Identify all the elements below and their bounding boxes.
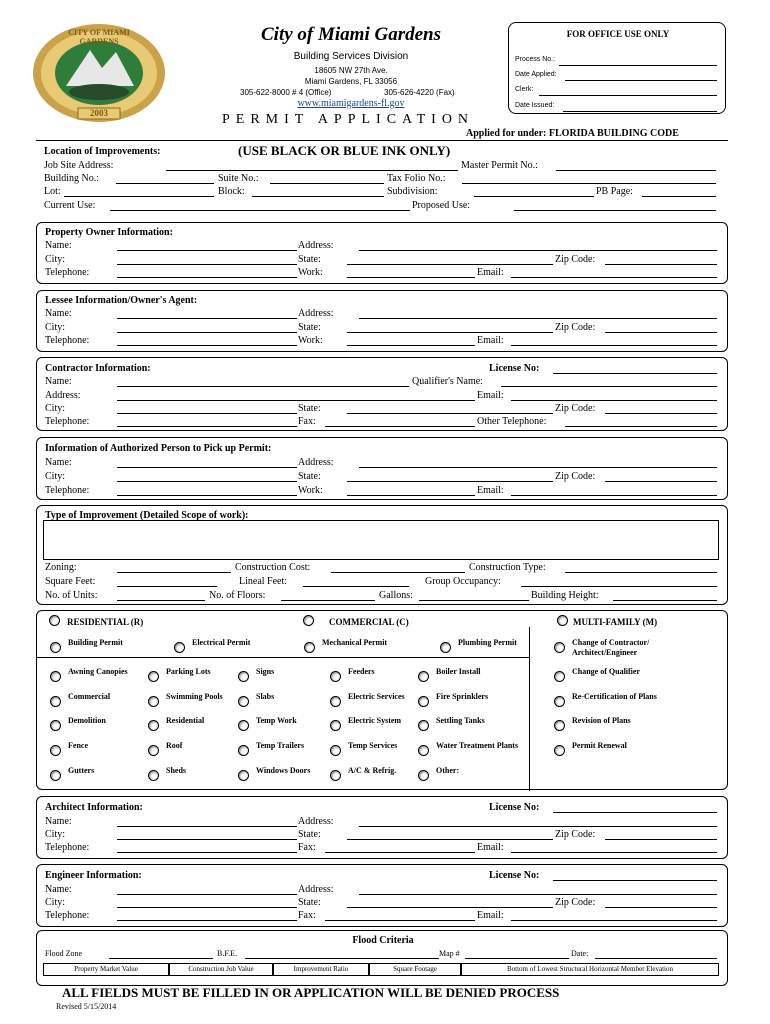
flood-col-improvement-ratio: Improvement Ratio <box>273 963 369 976</box>
lessee-city-label: City: <box>45 322 66 333</box>
boiler-install-label: Boiler Install <box>436 667 481 676</box>
fence-label: Fence <box>68 741 88 750</box>
pb-page-label: PB Page: <box>596 186 633 197</box>
construction-cost-field[interactable] <box>331 562 465 573</box>
contractor-state-label: State: <box>298 403 321 414</box>
change-of-qualifier-label: Change of Qualifier <box>572 667 640 676</box>
authorized-work-field[interactable] <box>347 485 475 496</box>
lineal-feet-label: Lineal Feet: <box>239 576 288 587</box>
commercial-label: Commercial <box>68 692 111 701</box>
architect-city-field[interactable] <box>117 829 297 840</box>
authorized-email-label: Email: <box>477 485 504 496</box>
flood-date-field[interactable] <box>595 949 717 959</box>
building-permit-radio[interactable] <box>50 642 61 653</box>
lot-field[interactable] <box>64 186 214 197</box>
lessee-name-field[interactable] <box>117 308 297 319</box>
contractor-telephone-field[interactable] <box>117 416 297 427</box>
awning-canopies-label: Awning Canopies <box>68 667 128 676</box>
gutters-label: Gutters <box>68 766 95 775</box>
engineer-title: Engineer Information: <box>45 870 142 881</box>
plumbing-permit-label: Plumbing Permit <box>458 638 517 647</box>
seal-top-text: CITY OF MIAMI GARDENS <box>68 28 130 46</box>
contractor-other-telephone-label: Other Telephone: <box>477 416 547 427</box>
bfe-field[interactable] <box>245 949 439 959</box>
contractor-address-label: Address: <box>45 390 81 401</box>
electric-services-radio[interactable] <box>330 696 341 707</box>
block-field[interactable] <box>252 186 384 197</box>
owner-telephone-field[interactable] <box>117 267 297 278</box>
gallons-label: Gallons: <box>379 590 413 601</box>
lessee-email-field[interactable] <box>511 335 717 346</box>
office-city: Miami Gardens, FL 33056 <box>304 77 398 86</box>
sheds-radio[interactable] <box>148 770 159 781</box>
clerk-label: Clerk: <box>515 86 534 93</box>
owner-telephone-label: Telephone: <box>45 267 90 278</box>
electric-services-label: Electric Services <box>348 692 405 701</box>
improvement-section <box>36 505 728 605</box>
electrical-permit-radio[interactable] <box>174 642 185 653</box>
tax-folio-field[interactable] <box>462 173 716 184</box>
contractor-state-field[interactable] <box>347 403 553 414</box>
authorized-address-label: Address: <box>298 457 334 468</box>
contractor-email-label: Email: <box>477 390 504 401</box>
zoning-field[interactable] <box>117 562 231 573</box>
authorized-state-field[interactable] <box>347 471 553 482</box>
proposed-use-field[interactable] <box>514 200 716 211</box>
contractor-zip-label: Zip Code: <box>555 403 596 414</box>
contractor-fax-field[interactable] <box>325 416 475 427</box>
temp-trailers-radio[interactable] <box>238 745 249 756</box>
authorized-section <box>36 437 728 500</box>
lessee-work-label: Work: <box>298 335 323 346</box>
revision-of-plans-label: Revision of Plans <box>572 716 631 725</box>
construction-type-label: Construction Type: <box>469 562 546 573</box>
current-use-label: Current Use: <box>44 200 96 211</box>
change-of-contractor-architect-engineer-radio[interactable] <box>554 642 565 653</box>
signs-radio[interactable] <box>238 671 249 682</box>
flood-col-job-value: Construction Job Value <box>169 963 273 976</box>
contractor-license-label: License No: <box>489 363 540 374</box>
gutters-radio[interactable] <box>50 770 61 781</box>
engineer-license-field[interactable] <box>553 870 717 881</box>
engineer-name-label: Name: <box>45 884 72 895</box>
date-applied-field[interactable] <box>565 70 717 81</box>
construction-type-field[interactable] <box>565 562 717 573</box>
lessee-state-field[interactable] <box>347 322 553 333</box>
seal-year: 2003 <box>90 108 108 118</box>
engineer-state-label: State: <box>298 897 321 908</box>
sheds-label: Sheds <box>166 766 187 775</box>
owner-state-label: State: <box>298 254 321 265</box>
a-c-refrig-radio[interactable] <box>330 770 341 781</box>
units-label: No. of Units: <box>45 590 98 601</box>
authorized-city-label: City: <box>45 471 66 482</box>
architect-name-label: Name: <box>45 816 72 827</box>
building-height-label: Building Height: <box>531 590 599 601</box>
architect-address-label: Address: <box>298 816 334 827</box>
architect-fax-label: Fax: <box>298 842 316 853</box>
architect-telephone-field[interactable] <box>117 842 297 853</box>
building-no-field[interactable] <box>116 173 214 184</box>
block-label: Block: <box>218 186 245 197</box>
current-use-field[interactable] <box>110 200 410 211</box>
applied-for: Applied for under: FLORIDA BUILDING CODE <box>466 128 679 139</box>
engineer-section <box>36 864 728 927</box>
owner-work-field[interactable] <box>347 267 475 278</box>
architect-name-field[interactable] <box>117 816 297 827</box>
architect-telephone-label: Telephone: <box>45 842 90 853</box>
contractor-license-field[interactable] <box>553 363 717 374</box>
engineer-city-label: City: <box>45 897 66 908</box>
authorized-name-label: Name: <box>45 457 72 468</box>
process-no-field[interactable] <box>559 55 717 66</box>
owner-state-field[interactable] <box>347 254 553 265</box>
multifamily-label: MULTI-FAMILY (M) <box>573 617 658 627</box>
boiler-install-radio[interactable] <box>418 671 429 682</box>
architect-section <box>36 796 728 859</box>
parking-lots-radio[interactable] <box>148 671 159 682</box>
suite-no-field[interactable] <box>270 173 384 184</box>
owner-title: Property Owner Information: <box>45 227 173 238</box>
gallons-field[interactable] <box>419 590 529 601</box>
lessee-name-label: Name: <box>45 308 72 319</box>
engineer-city-field[interactable] <box>117 897 297 908</box>
architect-city-label: City: <box>45 829 66 840</box>
permit-renewal-radio[interactable] <box>554 745 565 756</box>
owner-address-label: Address: <box>298 240 334 251</box>
subdivision-field[interactable] <box>474 186 594 197</box>
architect-email-label: Email: <box>477 842 504 853</box>
contractor-qualifier-field[interactable] <box>501 376 717 387</box>
residential-label: RESIDENTIAL (R) <box>67 617 144 627</box>
scope-of-work-input[interactable] <box>43 520 719 560</box>
permit-renewal-label: Permit Renewal <box>572 741 627 750</box>
master-permit-label: Master Permit No.: <box>461 160 538 171</box>
lessee-email-label: Email: <box>477 335 504 346</box>
engineer-address-label: Address: <box>298 884 334 895</box>
owner-name-label: Name: <box>45 240 72 251</box>
lessee-state-label: State: <box>298 322 321 333</box>
contractor-email-field[interactable] <box>511 390 717 401</box>
authorized-name-field[interactable] <box>117 457 297 468</box>
flood-col-square-footage: Square Footage <box>369 963 461 976</box>
authorized-zip-label: Zip Code: <box>555 471 596 482</box>
authorized-zip-field[interactable] <box>605 471 717 482</box>
owner-city-label: City: <box>45 254 66 265</box>
tax-folio-label: Tax Folio No.: <box>387 173 446 184</box>
electric-system-radio[interactable] <box>330 720 341 731</box>
swimming-pools-radio[interactable] <box>148 696 159 707</box>
architect-zip-field[interactable] <box>605 829 717 840</box>
engineer-email-label: Email: <box>477 910 504 921</box>
engineer-email-field[interactable] <box>511 910 717 921</box>
website-link[interactable]: www.miamigardens-fl.gov <box>297 98 405 109</box>
owner-email-label: Email: <box>477 267 504 278</box>
authorized-telephone-label: Telephone: <box>45 485 90 496</box>
contractor-fax-label: Fax: <box>298 416 316 427</box>
office-use-title: FOR OFFICE USE ONLY <box>566 29 670 39</box>
feeders-label: Feeders <box>348 667 375 676</box>
lessee-address-label: Address: <box>298 308 334 319</box>
a-c-refrig-label: A/C & Refrig. <box>348 766 397 775</box>
fence-radio[interactable] <box>50 745 61 756</box>
plumbing-permit-radio[interactable] <box>440 642 451 653</box>
contractor-qualifier-label: Qualifier's Name: <box>412 376 483 387</box>
commercial-radio[interactable] <box>50 696 61 707</box>
form-title: PERMIT APPLICATION <box>222 112 475 127</box>
lessee-work-field[interactable] <box>347 335 475 346</box>
date-applied-label: Date Applied: <box>515 71 557 78</box>
authorized-city-field[interactable] <box>117 471 297 482</box>
lessee-telephone-label: Telephone: <box>45 335 90 346</box>
re-certification-of-plans-radio[interactable] <box>554 696 565 707</box>
settling-tanks-label: Settling Tanks <box>436 716 485 725</box>
architect-state-label: State: <box>298 829 321 840</box>
job-site-field[interactable] <box>166 160 458 171</box>
parking-lots-label: Parking Lots <box>166 667 211 676</box>
authorized-title: Information of Authorized Person to Pick up Permit: <box>45 443 272 454</box>
flood-table-header <box>43 963 719 976</box>
temp-services-radio[interactable] <box>330 745 341 756</box>
footer-warning: ALL FIELDS MUST BE FILLED IN OR APPLICATION WILL BE DENIED PROCESS <box>62 985 560 1000</box>
units-field[interactable] <box>117 590 205 601</box>
temp-trailers-label: Temp Trailers <box>256 741 305 750</box>
owner-zip-field[interactable] <box>605 254 717 265</box>
city-seal <box>30 22 168 124</box>
authorized-state-label: State: <box>298 471 321 482</box>
bfe-label: B.F.E. <box>217 949 238 958</box>
contractor-zip-field[interactable] <box>605 403 717 414</box>
revised-date: Revised 5/15/2014 <box>56 1002 117 1011</box>
division: Building Services Division <box>293 51 409 62</box>
contractor-city-label: City: <box>45 403 66 414</box>
engineer-zip-field[interactable] <box>605 897 717 908</box>
group-occupancy-label: Group Occupancy: <box>425 576 501 587</box>
authorized-telephone-field[interactable] <box>117 485 297 496</box>
lessee-city-field[interactable] <box>117 322 297 333</box>
date-issued-label: Date Issued: <box>515 102 555 109</box>
flood-date-label: Date: <box>571 949 589 958</box>
header-rule <box>36 140 728 141</box>
engineer-fax-label: Fax: <box>298 910 316 921</box>
map-field[interactable] <box>465 949 569 959</box>
office-fax: 305-626-4220 (Fax) <box>384 88 455 97</box>
date-issued-field[interactable] <box>563 101 717 112</box>
lineal-feet-field[interactable] <box>303 576 409 587</box>
flood-zone-field[interactable] <box>109 949 213 959</box>
lessee-telephone-field[interactable] <box>117 335 297 346</box>
swimming-pools-label: Swimming Pools <box>166 692 223 701</box>
construction-cost-label: Construction Cost: <box>235 562 311 573</box>
owner-address-field[interactable] <box>359 240 717 251</box>
flood-section <box>36 930 728 986</box>
architect-email-field[interactable] <box>511 842 717 853</box>
electric-system-label: Electric System <box>348 716 402 725</box>
job-site-label: Job Site Address: <box>44 160 114 171</box>
clerk-field[interactable] <box>539 85 717 96</box>
contractor-section <box>36 357 728 431</box>
contractor-title: Contractor Information: <box>45 363 151 374</box>
temp-work-radio[interactable] <box>238 720 249 731</box>
demolition-radio[interactable] <box>50 720 61 731</box>
lessee-title: Lessee Information/Owner's Agent: <box>45 295 198 306</box>
other-radio[interactable] <box>418 770 429 781</box>
architect-address-field[interactable] <box>359 816 717 827</box>
architect-fax-field[interactable] <box>325 842 475 853</box>
slabs-label: Slabs <box>256 692 275 701</box>
temp-work-label: Temp Work <box>256 716 297 725</box>
engineer-name-field[interactable] <box>117 884 297 895</box>
page-title: City of Miami Gardens <box>261 24 441 45</box>
contractor-telephone-label: Telephone: <box>45 416 90 427</box>
floors-field[interactable] <box>281 590 375 601</box>
architect-license-label: License No: <box>489 802 540 813</box>
engineer-zip-label: Zip Code: <box>555 897 596 908</box>
master-permit-field[interactable] <box>556 160 716 171</box>
improvement-title: Type of Improvement (Detailed Scope of work): <box>45 510 249 521</box>
fire-sprinklers-label: Fire Sprinklers <box>436 692 489 701</box>
roof-label: Roof <box>166 741 183 750</box>
slabs-radio[interactable] <box>238 696 249 707</box>
engineer-telephone-label: Telephone: <box>45 910 90 921</box>
windows-doors-label: Windows Doors <box>256 766 311 775</box>
awning-canopies-radio[interactable] <box>50 671 61 682</box>
contractor-address-field[interactable] <box>117 390 475 401</box>
building-permit-label: Building Permit <box>68 638 123 647</box>
signs-label: Signs <box>256 667 275 676</box>
architect-title: Architect Information: <box>45 802 143 813</box>
square-feet-field[interactable] <box>117 576 217 587</box>
suite-no-label: Suite No.: <box>218 173 259 184</box>
feeders-radio[interactable] <box>330 671 341 682</box>
owner-email-field[interactable] <box>511 267 717 278</box>
architect-state-field[interactable] <box>347 829 553 840</box>
office-address: 18605 NW 27th Ave. <box>314 66 388 75</box>
subdivision-label: Subdivision: <box>387 186 438 197</box>
water-treatment-plants-radio[interactable] <box>418 745 429 756</box>
mechanical-permit-label: Mechanical Permit <box>322 638 388 647</box>
residential-label: Residential <box>166 716 205 725</box>
engineer-address-field[interactable] <box>359 884 717 895</box>
pb-page-field[interactable] <box>642 186 716 197</box>
building-height-field[interactable] <box>613 590 717 601</box>
process-no-label: Process No.: <box>515 56 556 63</box>
demolition-label: Demolition <box>68 716 106 725</box>
residential-radio[interactable] <box>148 720 159 731</box>
contractor-name-field[interactable] <box>117 376 409 387</box>
ink-note: (USE BLACK OR BLUE INK ONLY) <box>238 143 451 158</box>
change-of-qualifier-radio[interactable] <box>554 671 565 682</box>
windows-doors-radio[interactable] <box>238 770 249 781</box>
mechanical-permit-radio[interactable] <box>304 642 315 653</box>
water-treatment-plants-label: Water Treatment Plants <box>436 741 519 750</box>
lessee-zip-field[interactable] <box>605 322 717 333</box>
lot-label: Lot: <box>44 186 61 197</box>
roof-radio[interactable] <box>148 745 159 756</box>
location-title: Location of Improvements: <box>44 146 161 157</box>
contractor-name-label: Name: <box>45 376 72 387</box>
floors-label: No. of Floors: <box>209 590 266 601</box>
engineer-telephone-field[interactable] <box>117 910 297 921</box>
owner-section <box>36 222 728 284</box>
temp-services-label: Temp Services <box>348 741 398 750</box>
lessee-address-field[interactable] <box>359 308 717 319</box>
owner-city-field[interactable] <box>117 254 297 265</box>
contractor-city-field[interactable] <box>117 403 297 414</box>
owner-name-field[interactable] <box>117 240 297 251</box>
group-occupancy-field[interactable] <box>521 576 717 587</box>
architect-license-field[interactable] <box>553 802 717 813</box>
office-use-box <box>508 22 726 114</box>
change-of-contractor-architect-engineer-label: Change of Contractor/ Architect/Engineer <box>572 638 650 657</box>
map-label: Map # <box>439 949 460 958</box>
permit-options-grid <box>36 610 728 790</box>
proposed-use-label: Proposed Use: <box>412 200 471 211</box>
lessee-section <box>36 290 728 352</box>
owner-zip-label: Zip Code: <box>555 254 596 265</box>
flood-zone-label: Flood Zone <box>45 949 83 958</box>
other-label: Other: <box>436 766 460 775</box>
commercial-label: COMMERCIAL (C) <box>329 617 409 627</box>
flood-col-market-value: Property Market Value <box>43 963 169 976</box>
fire-sprinklers-radio[interactable] <box>418 696 429 707</box>
flood-col-lowest-elevation: Bottom of Lowest Structural Horizontal Member Elevation <box>461 963 719 976</box>
settling-tanks-radio[interactable] <box>418 720 429 731</box>
architect-zip-label: Zip Code: <box>555 829 596 840</box>
revision-of-plans-radio[interactable] <box>554 720 565 731</box>
authorized-work-label: Work: <box>298 485 323 496</box>
zoning-label: Zoning: <box>45 562 77 573</box>
flood-title: Flood Criteria <box>352 935 414 946</box>
engineer-fax-field[interactable] <box>325 910 475 921</box>
contractor-other-telephone-field[interactable] <box>565 416 717 427</box>
engineer-license-label: License No: <box>489 870 540 881</box>
authorized-email-field[interactable] <box>511 485 717 496</box>
office-phone: 305-622-8000 # 4 (Office) <box>240 88 332 97</box>
owner-work-label: Work: <box>298 267 323 278</box>
engineer-state-field[interactable] <box>347 897 553 908</box>
electrical-permit-label: Electrical Permit <box>192 638 251 647</box>
authorized-address-field[interactable] <box>359 457 717 468</box>
square-feet-label: Square Feet: <box>45 576 96 587</box>
building-no-label: Building No.: <box>44 173 100 184</box>
lessee-zip-label: Zip Code: <box>555 322 596 333</box>
re-certification-of-plans-label: Re-Certification of Plans <box>572 692 657 701</box>
